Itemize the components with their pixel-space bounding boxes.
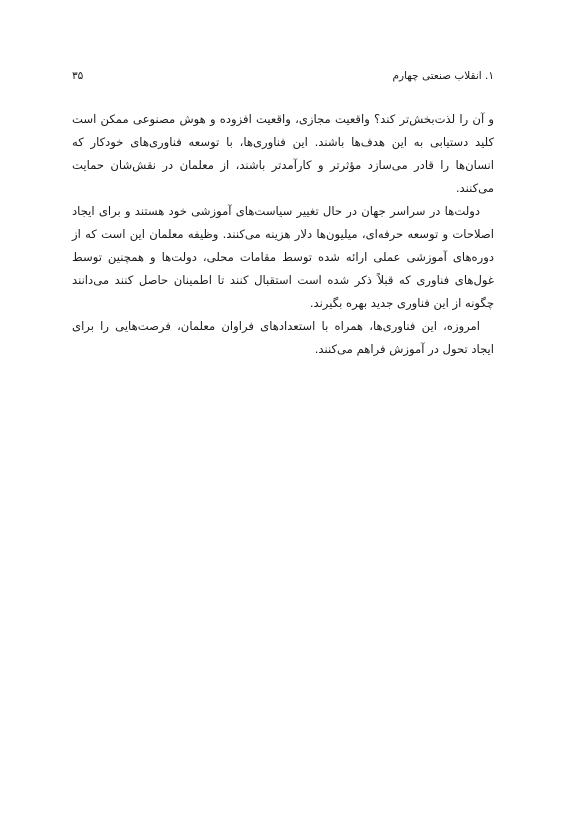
body-text [72,108,494,361]
running-header [72,68,494,84]
paragraph-3: امروزه، این فناوری‌ها، همراه با استعدادهای فراوان معلمان، فرصت‌هایی را برای ایجاد تحول در آموزش فراهم می‌کنند. [72,319,494,356]
paragraph-1: و آن را لذت‌بخش‌تر کند؟ واقعیت مجازی، واقعیت افزوده و هوش مصنوعی ممکن است کلید دستیابی به این هدف‌ها باشند. این فناوری‌ها، با توسعه فناوری‌های خودکار که انسان‌ها را قادر می‌سازد مؤثرتر و کارآمدتر باشند، از معلمان در نقش‌شان حمایت می‌کنند. [72,112,494,195]
page-number: ۳۵ [72,70,84,82]
paragraph-2: دولت‌ها در سراسر جهان در حال تغییر سیاست‌های آموزشی خود هستند و برای ایجاد اصلاحات و توسعه حرفه‌ای، میلیون‌ها دلار هزینه می‌کنند. وظیفه معلمان این است که از دوره‌های آموزشی عملی ارائه شده توسط مقامات محلی، دولت‌ها و همچنین توسط غول‌های فناوری که قبلاً ذکر شده است استقبال کنند تا اطمینان حاصل کنند می‌دانند چگونه از این فناوری جدید بهره بگیرند. [72,204,494,310]
chapter-title: ۱. انقلاب صنعتی چهارم [392,70,494,82]
